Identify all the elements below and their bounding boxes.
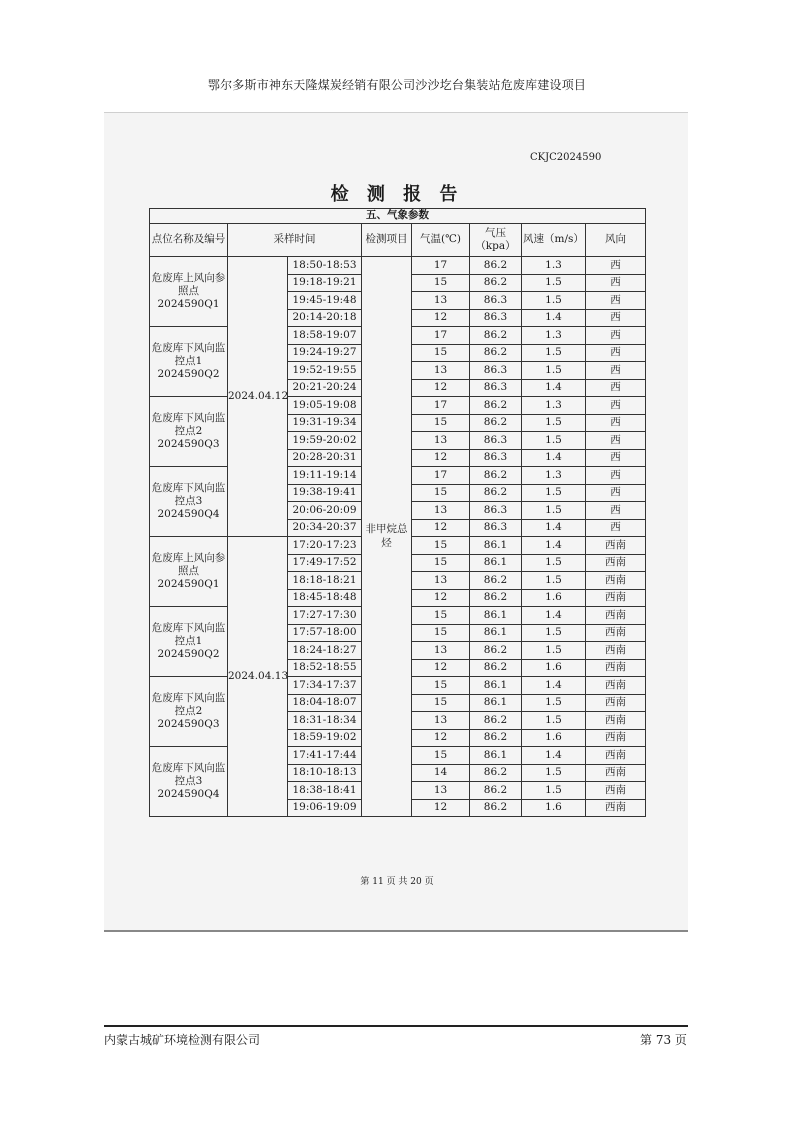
col-point: 点位名称及编号 [150,224,228,257]
wind-speed-value: 1.5 [522,642,586,660]
pressure-value: 86.1 [470,747,522,765]
pressure-value: 86.2 [470,572,522,590]
wind-direction-value: 西 [586,362,646,380]
wind-direction-value: 西南 [586,572,646,590]
sample-time: 19:52-19:55 [288,362,362,380]
col-time: 采样时间 [228,224,362,257]
wind-direction-value: 西南 [586,747,646,765]
sample-time: 19:18-19:21 [288,274,362,292]
pressure-value: 86.2 [470,764,522,782]
detection-item: 非甲烷总烃 [362,257,412,817]
wind-speed-value: 1.5 [522,292,586,310]
sample-time: 18:52-18:55 [288,659,362,677]
temperature-value: 17 [412,257,470,275]
wind-direction-value: 西 [586,484,646,502]
sample-time: 19:45-19:48 [288,292,362,310]
wind-speed-value: 1.3 [522,257,586,275]
wind-speed-value: 1.4 [522,537,586,555]
wind-direction-value: 西南 [586,589,646,607]
pressure-value: 86.2 [470,327,522,345]
temperature-value: 12 [412,729,470,747]
temperature-value: 15 [412,747,470,765]
pressure-value: 86.2 [470,467,522,485]
wind-direction-value: 西 [586,327,646,345]
wind-direction-value: 西南 [586,607,646,625]
wind-speed-value: 1.5 [522,764,586,782]
col-item: 检测项目 [362,224,412,257]
temperature-value: 13 [412,502,470,520]
sample-time: 18:24-18:27 [288,642,362,660]
pressure-value: 86.2 [470,344,522,362]
temperature-value: 12 [412,519,470,537]
temperature-value: 15 [412,554,470,572]
sample-time: 17:34-17:37 [288,677,362,695]
col-wind-speed: 风速（m/s） [522,224,586,257]
wind-speed-value: 1.6 [522,659,586,677]
sample-time: 18:59-19:02 [288,729,362,747]
wind-speed-value: 1.5 [522,554,586,572]
temperature-value: 17 [412,327,470,345]
sample-date: 2024.04.12 [228,257,288,537]
wind-speed-value: 1.5 [522,344,586,362]
temperature-value: 13 [412,642,470,660]
temperature-value: 15 [412,624,470,642]
footer-divider [104,1025,688,1027]
pressure-value: 86.3 [470,502,522,520]
sample-time: 20:21-20:24 [288,379,362,397]
wind-direction-value: 西南 [586,537,646,555]
pressure-value: 86.1 [470,677,522,695]
pressure-value: 86.2 [470,799,522,817]
sample-time: 20:28-20:31 [288,449,362,467]
temperature-value: 13 [412,292,470,310]
wind-speed-value: 1.4 [522,607,586,625]
pressure-value: 86.1 [470,694,522,712]
wind-speed-value: 1.6 [522,589,586,607]
col-pressure: 气压（kpa） [470,224,522,257]
temperature-value: 15 [412,694,470,712]
footer-page-number: 第 73 页 [640,1033,687,1047]
sample-time: 19:05-19:08 [288,397,362,415]
wind-speed-value: 1.5 [522,782,586,800]
pressure-value: 86.2 [470,397,522,415]
sample-time: 18:50-18:53 [288,257,362,275]
wind-direction-value: 西南 [586,782,646,800]
sample-time: 18:45-18:48 [288,589,362,607]
wind-speed-value: 1.5 [522,572,586,590]
temperature-value: 15 [412,677,470,695]
wind-speed-value: 1.4 [522,379,586,397]
point-name: 危废库下风向监控点1 2024590Q2 [150,607,228,677]
pressure-value: 86.3 [470,292,522,310]
sample-time: 19:38-19:41 [288,484,362,502]
document-header: 鄂尔多斯市神东天隆煤炭经销有限公司沙沙圪台集装站危废库建设项目 [207,78,587,92]
point-name: 危废库上风向参照点2024590Q1 [150,537,228,607]
sample-time: 18:18-18:21 [288,572,362,590]
pressure-value: 86.2 [470,274,522,292]
wind-speed-value: 1.4 [522,747,586,765]
temperature-value: 13 [412,712,470,730]
wind-direction-value: 西南 [586,677,646,695]
point-name: 危废库上风向参照点2024590Q1 [150,257,228,327]
wind-direction-value: 西南 [586,659,646,677]
point-name: 危废库下风向监控点1 2024590Q2 [150,327,228,397]
footer-company: 内蒙古城矿环境检测有限公司 [104,1033,261,1047]
temperature-value: 15 [412,484,470,502]
wind-direction-value: 西 [586,379,646,397]
sample-time: 17:41-17:44 [288,747,362,765]
weather-parameters-table [149,208,646,817]
wind-speed-value: 1.5 [522,502,586,520]
wind-direction-value: 西南 [586,799,646,817]
temperature-value: 13 [412,432,470,450]
inner-page-number: 第 11 页 共 20 页 [360,877,434,887]
temperature-value: 17 [412,467,470,485]
wind-direction-value: 西 [586,502,646,520]
wind-direction-value: 西 [586,309,646,327]
pressure-value: 86.1 [470,624,522,642]
col-wind-dir: 风向 [586,224,646,257]
pressure-value: 86.2 [470,414,522,432]
pressure-value: 86.1 [470,554,522,572]
temperature-value: 14 [412,764,470,782]
sample-time: 19:11-19:14 [288,467,362,485]
wind-speed-value: 1.4 [522,519,586,537]
sample-time: 17:20-17:23 [288,537,362,555]
wind-speed-value: 1.4 [522,309,586,327]
wind-direction-value: 西南 [586,764,646,782]
temperature-value: 12 [412,589,470,607]
temperature-value: 12 [412,659,470,677]
point-name: 危废库下风向监控点3 2024590Q4 [150,747,228,817]
temperature-value: 13 [412,782,470,800]
sample-time: 17:27-17:30 [288,607,362,625]
wind-speed-value: 1.4 [522,677,586,695]
table-row [150,257,646,275]
pressure-value: 86.2 [470,484,522,502]
scan-edge [104,112,688,113]
wind-speed-value: 1.6 [522,729,586,747]
pressure-value: 86.2 [470,659,522,677]
pressure-value: 86.2 [470,257,522,275]
wind-direction-value: 西 [586,257,646,275]
wind-direction-value: 西 [586,449,646,467]
sample-time: 17:57-18:00 [288,624,362,642]
wind-speed-value: 1.5 [522,432,586,450]
temperature-value: 12 [412,379,470,397]
pressure-value: 86.3 [470,519,522,537]
section-title: 五、气象参数 [150,209,646,224]
wind-direction-value: 西 [586,344,646,362]
sample-time: 20:06-20:09 [288,502,362,520]
point-name: 危废库下风向监控点2 2024590Q3 [150,397,228,467]
sample-time: 19:59-20:02 [288,432,362,450]
sample-time: 20:14-20:18 [288,309,362,327]
wind-direction-value: 西 [586,414,646,432]
temperature-value: 15 [412,274,470,292]
pressure-value: 86.3 [470,449,522,467]
wind-speed-value: 1.5 [522,624,586,642]
sample-time: 18:58-19:07 [288,327,362,345]
pressure-value: 86.2 [470,589,522,607]
wind-direction-value: 西南 [586,729,646,747]
wind-speed-value: 1.5 [522,694,586,712]
wind-speed-value: 1.5 [522,712,586,730]
wind-speed-value: 1.5 [522,484,586,502]
report-code: CKJC2024590 [530,152,602,163]
wind-speed-value: 1.4 [522,449,586,467]
pressure-value: 86.3 [470,309,522,327]
point-name: 危废库下风向监控点2 2024590Q3 [150,677,228,747]
wind-direction-value: 西南 [586,554,646,572]
wind-speed-value: 1.5 [522,414,586,432]
sample-time: 18:04-18:07 [288,694,362,712]
pressure-value: 86.2 [470,782,522,800]
temperature-value: 13 [412,362,470,380]
point-name: 危废库下风向监控点3 2024590Q4 [150,467,228,537]
temperature-value: 15 [412,344,470,362]
wind-direction-value: 西 [586,432,646,450]
wind-direction-value: 西南 [586,694,646,712]
sample-time: 18:10-18:13 [288,764,362,782]
temperature-value: 15 [412,607,470,625]
wind-direction-value: 西 [586,292,646,310]
report-title: 检 测 报 告 [330,184,464,205]
wind-direction-value: 西南 [586,624,646,642]
pressure-value: 86.3 [470,379,522,397]
sample-time: 19:31-19:34 [288,414,362,432]
pressure-value: 86.3 [470,432,522,450]
sample-time: 19:06-19:09 [288,799,362,817]
pressure-value: 86.1 [470,537,522,555]
temperature-value: 12 [412,449,470,467]
sample-time: 20:34-20:37 [288,519,362,537]
temperature-value: 15 [412,414,470,432]
wind-speed-value: 1.5 [522,362,586,380]
pressure-value: 86.2 [470,729,522,747]
sample-time: 17:49-17:52 [288,554,362,572]
temperature-value: 13 [412,572,470,590]
sample-time: 18:31-18:34 [288,712,362,730]
wind-speed-value: 1.3 [522,327,586,345]
sample-date: 2024.04.13 [228,537,288,817]
pressure-value: 86.2 [470,712,522,730]
temperature-value: 12 [412,309,470,327]
col-temp: 气温(℃) [412,224,470,257]
sample-time: 18:38-18:41 [288,782,362,800]
wind-speed-value: 1.5 [522,274,586,292]
pressure-value: 86.1 [470,607,522,625]
wind-speed-value: 1.6 [522,799,586,817]
wind-direction-value: 西南 [586,712,646,730]
temperature-value: 17 [412,397,470,415]
sample-time: 19:24-19:27 [288,344,362,362]
wind-direction-value: 西 [586,467,646,485]
temperature-value: 12 [412,799,470,817]
pressure-value: 86.2 [470,642,522,660]
wind-direction-value: 西 [586,519,646,537]
temperature-value: 15 [412,537,470,555]
wind-direction-value: 西南 [586,642,646,660]
wind-speed-value: 1.3 [522,467,586,485]
pressure-value: 86.3 [470,362,522,380]
wind-speed-value: 1.3 [522,397,586,415]
wind-direction-value: 西 [586,397,646,415]
wind-direction-value: 西 [586,274,646,292]
